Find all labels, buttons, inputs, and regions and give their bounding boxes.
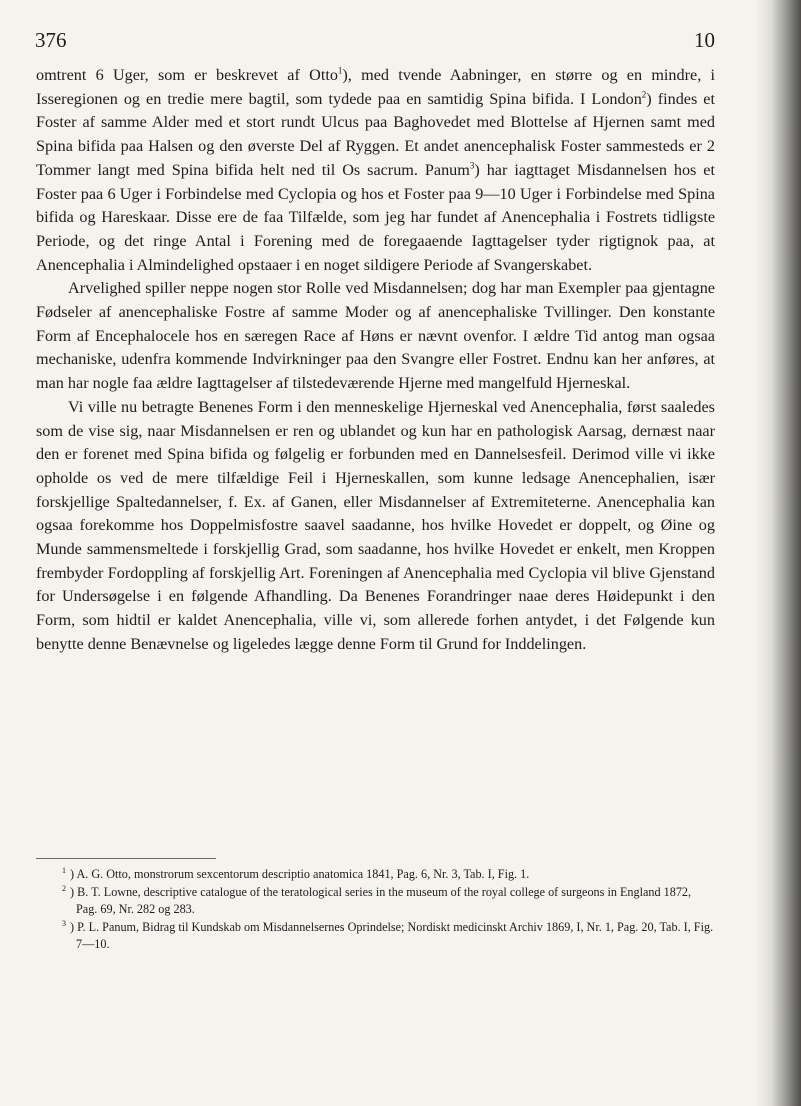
footnote-ref: 3 <box>469 160 475 171</box>
running-header <box>35 28 715 56</box>
body-text <box>36 64 715 657</box>
page-number: 376 <box>35 28 67 52</box>
page-edge-shadow <box>755 0 801 1106</box>
footnote-ref: 1 <box>337 65 343 76</box>
footnote-mark: 2 <box>62 883 66 893</box>
footnote-ref: 2 <box>641 89 647 100</box>
footnote-mark: 1 <box>62 865 66 875</box>
paragraph: Vi ville nu betragte Benenes Form i den menneskelige Hjerneskal ved Anencephalia, først saaledes som de vise sig, naar Misdannelsen er ren og ublandet og kun har en pathologisk Aarsag, dernæst naar den er forenet med Spina bifida og følgelig er forbunden med en Dannelsesfeil. Derimod ville vi ikke opholde os ved de mere tilfældige Feil i Hjerneskallen, som kunne ledsage Anencephalien, især forskjellige Spaltedannelser, f. Ex. af Ganen, eller Misdannelser af Extremiteterne. Anencephalia kan ogsaa forekomme hos Doppelmisfostre saavel saadanne, hos hvilke Hovedet er doppelt, og Øine og Munde sammensmeltede i forskjellig Grad, som saadanne, hos hvilke Hovedet er enkelt, men Kroppen frembyder Fordoppling af forskjellig Art. Foreningen af Anencephalia med Cyclopia vil blive Gjenstand for Undersøgelse i en følgende Afhandling. Da Benenes Forandringer naae deres Høidepunkt i den Form, som hidtil er kaldet Anencephalia, ville vi, som allerede forhen antydet, i det Følgende kun benytte denne Benævnelse og ligeledes lægge denne Form til Grund for Inddelingen. <box>36 397 715 653</box>
footnote: $^1$ ) A. G. Otto, monstrorum sexcentorum descriptio anatomica 1841, Pag. 6, Nr. 3, Tab. I, Fig. 1. <box>62 865 530 881</box>
signature-mark: 10 <box>694 28 715 52</box>
footnote-divider <box>36 858 216 859</box>
paragraph: Arvelighed spiller neppe nogen stor Rolle ved Misdannelsen; dog har man Exempler paa gjentagne Fødseler af anencephaliske Fostre af samme Moder og af anencephaliske Tvillinger. Den konstante Form af Encephalocele hos en særegen Race af Høns er nævnt ovenfor. I ældre Tid antog man ogsaa mechaniske, udenfra kommende Indvirkninger paa den Svangre eller Fostret. Endnu kan her anføres, at man har nogle faa ældre Iagttagelser af tilstedeværende Hjerne med mangelfuld Hjerneskal. <box>36 279 715 393</box>
footnote: $^3$ ) P. L. Panum, Bidrag til Kundskab om Misdannelsernes Oprindelse; Nordiskt medicinskt Archiv 1869, I, Nr. 1, Pag. 20, Tab. I, Fig. 7—10. <box>62 918 714 952</box>
footnotes <box>36 866 715 954</box>
paragraph: omtrent 6 Uger, som er beskrevet af Otto$^1$), med tvende Aabninger, en større og en mindre, i Isseregionen og en tredie mere bagtil, som tydede paa en samtidig Spina bifida. I London$^2$) findes et Foster af samme Alder med et stort rundt Ulcus paa Baghovedet med Blottelse af Hjernen samt med Spina bifida paa Halsen og den øverste Del af Ryggen. Et andet anencephalisk Foster sammesteds er 2 Tommer langt med Spina bifida helt ned til Os sacrum. Panum$^3$) har iagttaget Misdannelsen hos et Foster paa 6 Uger i Forbindelse med Cyclopia og hos et Foster paa 9—10 Uger i Forbindelse med Spina bifida og Hareskaar. Disse ere de faa Tilfælde, som jeg har fundet af Anencephalia i Fostrets tidligste Periode, og det ringe Antal i Forening med de foregaaende Iagttagelser tyder rigtignok paa, at Anencephalia i Almindelighed opstaaer i en noget sildigere Periode af Svangerskabet. <box>36 65 715 274</box>
footnote-mark: 3 <box>62 918 66 928</box>
footnote: $^2$ ) B. T. Lowne, descriptive catalogue of the teratological series in the museum of the royal college of surgeons in England 1872, Pag. 69, Nr. 282 og 283. <box>62 883 692 917</box>
